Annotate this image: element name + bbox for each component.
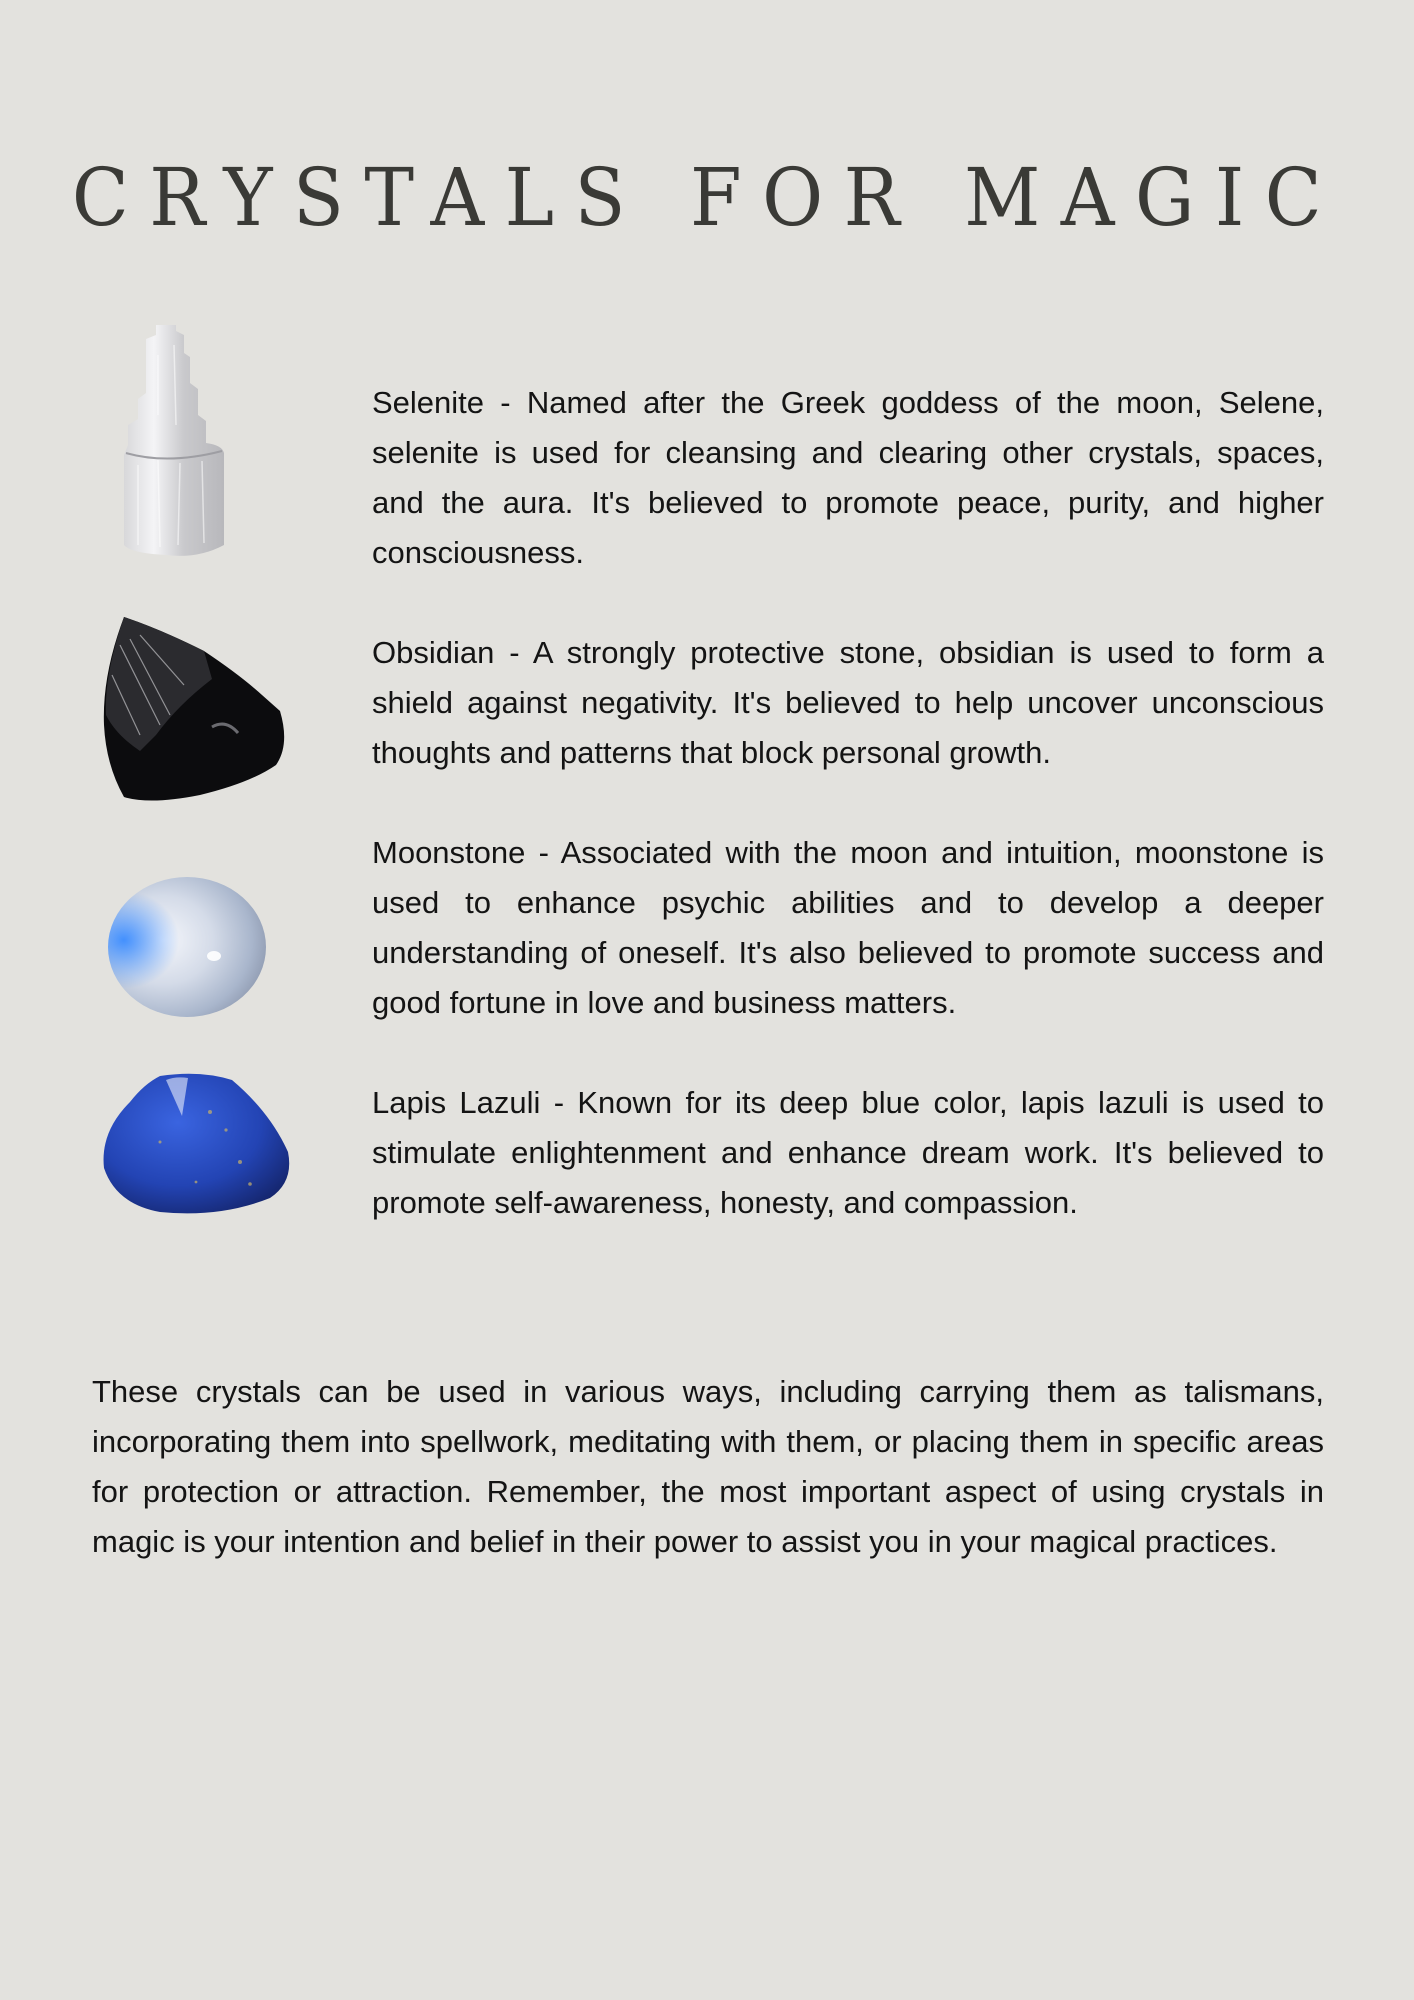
obsidian-image xyxy=(100,615,294,807)
lapis-lazuli-image xyxy=(100,1072,294,1218)
closing-paragraph: These crystals can be used in various ways, including carrying them as talismans, incorporating them into spellwork, meditating with them, or placing them in specific areas for protection or attraction. Remember, the most important aspect of using crystals in magic is your intention and belief in their power to assist you in your magical practices. xyxy=(92,1374,1324,1559)
crystal-description-moonstone: Moonstone - Associated with the moon and intuition, moonstone is used to enhance psychic abilities and to develop a deeper understanding of oneself. It's also believed to promote success and good fortune in love and business matters. xyxy=(372,835,1324,1020)
page-title: CRYSTALS FOR MAGIC xyxy=(71,151,1343,244)
crystal-description-lapis-lazuli: Lapis Lazuli - Known for its deep blue color, lapis lazuli is used to stimulate enlightenment and enhance dream work. It's believed to promote self-awareness, honesty, and compassion. xyxy=(372,1085,1324,1220)
crystal-description-obsidian: Obsidian - A strongly protective stone, obsidian is used to form a shield against negativity. It's believed to help uncover unconscious thoughts and patterns that block personal growth. xyxy=(372,635,1324,770)
selenite-image xyxy=(118,325,226,557)
moonstone-image xyxy=(106,876,268,1018)
crystal-description-selenite: Selenite - Named after the Greek goddess of the moon, Selene, selenite is used for cleansing and clearing other crystals, spaces, and the aura. It's believed to promote peace, purity, and higher consciousness. xyxy=(372,385,1324,570)
